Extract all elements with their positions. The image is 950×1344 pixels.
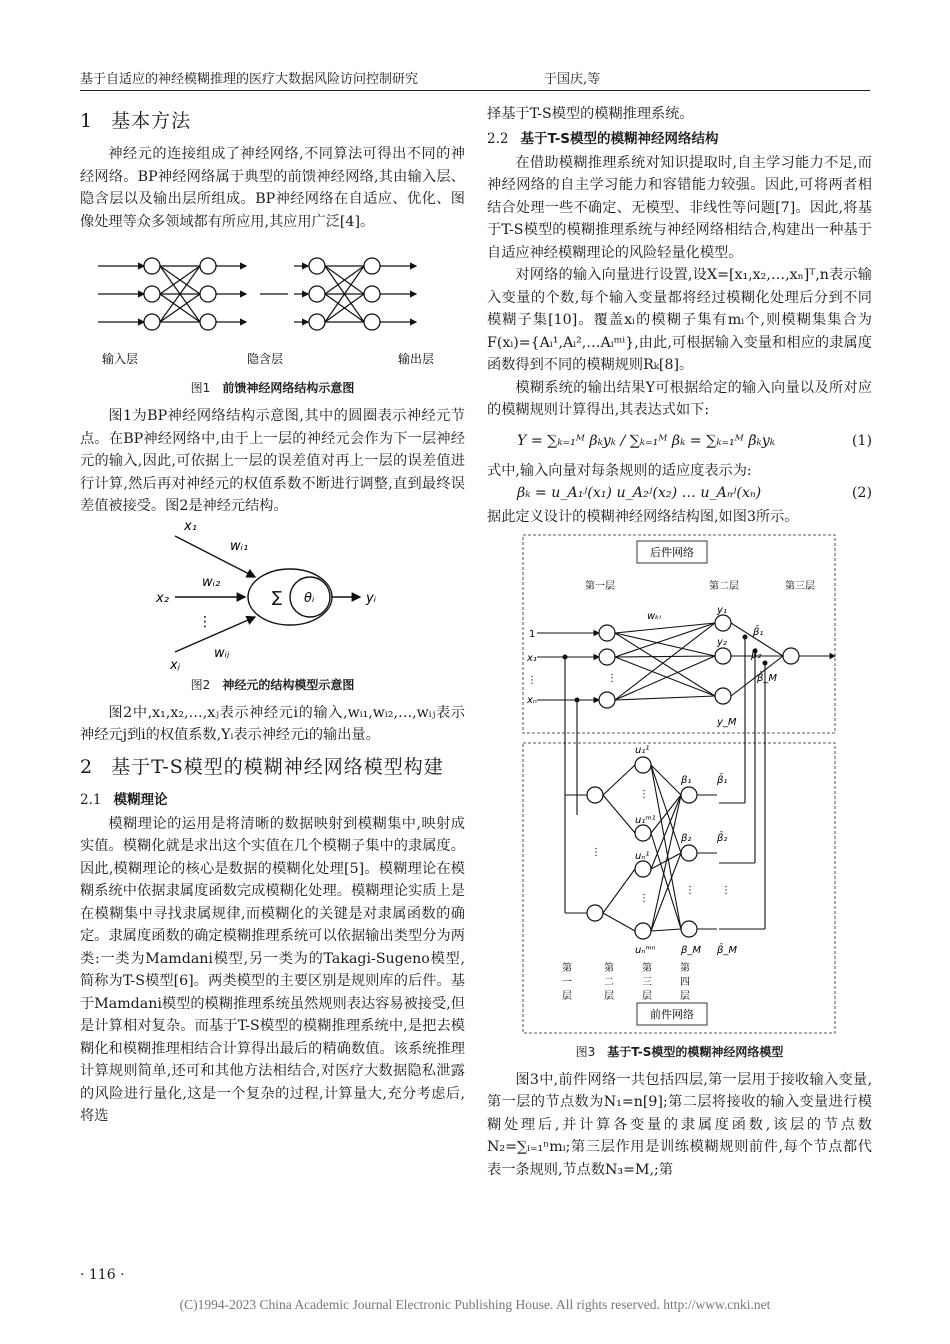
svg-text:⋮: ⋮ xyxy=(591,846,601,858)
svg-text:∑: ∑ xyxy=(272,587,283,606)
svg-text:β̄₁: β̄₁ xyxy=(717,774,728,786)
svg-text:β₁: β₁ xyxy=(681,774,692,786)
svg-text:yᵢ: yᵢ xyxy=(366,590,377,606)
svg-text:β_M: β_M xyxy=(681,944,702,956)
svg-text:1: 1 xyxy=(529,628,536,640)
svg-text:x₂: x₂ xyxy=(156,590,169,606)
figure-2-caption: 图2 神经元的结构模型示意图 xyxy=(190,677,355,692)
page-number: · 116 · xyxy=(80,1267,125,1283)
paragraph-6: 在借助模糊推理系统对知识提取时,自主学习能力不足,而神经网络的自主学习能力和容错能力较强。因此,可将两者相结合处理一些不确定、无模型、非线性等问题[7]。因此,将基于T-S模型的模糊推理系统与神经网络相结合,构建出一种基于自适应神经模糊理论的风险轻量化模型。 xyxy=(487,154,872,261)
svg-text:wᵢ₁: wᵢ₁ xyxy=(230,538,249,554)
paragraph-8: 模糊系统的输出结果Y可根据给定的输入向量以及所对应的模糊规则计算得出,其表达式如下: xyxy=(487,379,872,418)
fig3-vertical-label-v4: 第四层 xyxy=(680,962,690,1002)
paragraph-4: 模糊理论的运用是将清晰的数据映射到模糊集中,映射成实值。模糊化就是求出这个实值在几个模糊子集中的隶属度。因此,模糊理论的核心是数据的模糊化处理[5]。模糊理论在模糊系统中依据隶属度函数完成模糊化处理。模糊理论实质上是在模糊集中寻找隶属规律,而模糊化的关键是对隶属函数的确定。隶属度函数的确定模糊推理系统可以依据输出类型分为两类:一类为Mamdani模型,另一类为的Takagi-Sugeno模型,简称为T-S模型[6]。两类模型的主要区别是规则库的后件。基于Mamdani模型的模糊推理系统虽然规则表达容易被接受,但是计算相对复杂。而基于T-S模型的模糊推理系统中,是把去模糊化和模糊推理相结合计算得出最后的精确数值。该系统推理计算规则简单,还可和其他方法相结合,对医疗大数据隐私泄露的风险进行量化,这是一个复杂的过程,计算量大,充分考虑后,将选 xyxy=(80,815,465,1124)
svg-text:x₁: x₁ xyxy=(184,521,197,534)
fig3-vertical-label-v2: 第二层 xyxy=(604,962,614,1002)
paragraph-7: 对网络的输入向量进行设置,设X=[x₁,x₂,…,xₙ]ᵀ,n表示输入变量的个数,每个输入变量都将经过模糊化处理后分到不同模糊子集[10]。覆盖xᵢ的模糊子集有mᵢ个,则模糊集集合为F(xᵢ)={Aᵢ¹,Aᵢ²,…Aᵢᵐⁱ},由此,可根据输入变量和相应的隶属度函数得到不同的模糊规则Rₖ[8]。 xyxy=(487,267,872,373)
svg-text:⋮: ⋮ xyxy=(639,788,649,800)
svg-text:β̄₁: β̄₁ xyxy=(753,626,764,638)
fig1-label-output: 输出层 xyxy=(398,352,435,366)
svg-text:y₁: y₁ xyxy=(717,604,727,616)
paragraph-9: 式中,输入向量对每条规则的适应度表示为: xyxy=(487,462,752,479)
copyright-footer: (C)1994-2023 China Academic Journal Electronic Publishing House. All rights reserved. http://www.cnki.net xyxy=(179,1297,771,1312)
section-2-2-heading: 2.2 基于T-S模型的模糊神经网络结构 xyxy=(487,130,719,147)
svg-text:x₁: x₁ xyxy=(527,652,537,664)
fig1-label-input: 输入层 xyxy=(102,352,139,366)
left-column xyxy=(80,103,465,1128)
fig1-label-hidden: 隐含层 xyxy=(247,352,284,366)
svg-text:⋮: ⋮ xyxy=(721,884,731,896)
figure-2 xyxy=(80,522,465,672)
svg-text:θᵢ: θᵢ xyxy=(304,590,315,606)
section-1-heading: 1 基本方法 xyxy=(80,110,192,132)
svg-text:⋮: ⋮ xyxy=(607,672,617,684)
paragraph-1: 神经元的连接组成了神经网络,不同算法可得出不同的神经网络。BP神经网络属于典型的前馈神经网络,其由输入层、隐含层以及输出层所组成。BP神经网络在自适应、优化、图像处理等众多领域都有所应用,其应用广泛[4]。 xyxy=(80,146,465,230)
svg-text:xₙ: xₙ xyxy=(527,694,537,706)
paragraph-10: 据此定义设计的模糊神经网络结构图,如图3所示。 xyxy=(487,509,799,525)
fig3-vertical-label-v3: 第三层 xyxy=(642,962,652,1002)
svg-text:⋮: ⋮ xyxy=(198,613,212,630)
svg-text:uₙ¹: uₙ¹ xyxy=(635,850,650,862)
paragraph-2: 图1为BP神经网络结构示意图,其中的圆圈表示神经元节点。在BP神经网络中,由于上一层的神经元会作为下一层神经元的输入,因此,可依据上一层的误差值对再上一层的误差值进行计算,然后再对神经元的权值系数不断进行调整,直到最终误差值被接受。图2是神经元结构。 xyxy=(80,408,465,514)
paragraph-5: 择基于T-S模型的模糊推理系统。 xyxy=(487,106,694,122)
svg-text:y_M: y_M xyxy=(717,716,737,728)
equation-1: Y = ∑ₖ₌₁ᴹ βₖyₖ / ∑ₖ₌₁ᴹ βₖ = ∑ₖ₌₁ᴹ β̄ₖyₖ (1) xyxy=(517,432,872,449)
svg-text:后件网络: 后件网络 xyxy=(650,545,694,559)
figure-1-caption: 图1 前馈神经网络结构示意图 xyxy=(190,381,355,395)
svg-text:β₂: β₂ xyxy=(681,832,692,844)
svg-text:第三层: 第三层 xyxy=(785,580,815,592)
svg-text:⋮: ⋮ xyxy=(685,884,695,896)
svg-text:β̄_M: β̄_M xyxy=(757,672,778,684)
header-authors: 于国庆,等 xyxy=(544,72,601,87)
svg-text:β̄₂: β̄₂ xyxy=(717,832,728,844)
svg-text:⋮: ⋮ xyxy=(527,674,537,686)
right-column xyxy=(487,103,872,1181)
paragraph-11: 图3中,前件网络一共包括四层,第一层用于接收输入变量,第一层的节点数为N₁=n[9];第二层将接收的输入变量进行模糊处理后,并计算各变量的隶属度函数,该层的节点数N₂=∑ᵢ₌₁ⁿmᵢ;第三层作用是训练模糊规则前件,每个节点都代表一条规则,节点数N₃=M,;第 xyxy=(487,1071,872,1178)
figure-1 xyxy=(80,245,465,375)
svg-text:xⱼ: xⱼ xyxy=(170,657,180,672)
svg-text:β̄_M: β̄_M xyxy=(717,944,738,956)
svg-text:前件网络: 前件网络 xyxy=(650,1007,694,1021)
svg-text:u₁ᵐ¹: u₁ᵐ¹ xyxy=(635,814,656,826)
svg-text:wᵢ₂: wᵢ₂ xyxy=(202,574,221,590)
paragraph-3: 图2中,x₁,x₂,…,xⱼ表示神经元i的输入,wᵢ₁,wᵢ₂,…,wᵢⱼ表示神经元j到i的权值系数,Yᵢ表示神经元i的输出量。 xyxy=(80,704,465,743)
svg-text:y₂: y₂ xyxy=(717,636,727,648)
running-header xyxy=(80,66,870,91)
svg-text:wᵢⱼ: wᵢⱼ xyxy=(214,645,230,661)
header-title: 基于自适应的神经模糊推理的医疗大数据风险访问控制研究 xyxy=(80,72,419,87)
figure-3 xyxy=(487,533,872,1043)
svg-text:β̄₂: β̄₂ xyxy=(751,649,762,661)
svg-text:u₁¹: u₁¹ xyxy=(635,744,650,756)
figure-3-caption: 图3 基于T-S模型的模糊神经网络模型 xyxy=(575,1044,784,1059)
equation-2: βₖ = u_A₁ʲ(x₁) u_A₂ʲ(x₂) … u_Aₙʲ(xₙ) (2) xyxy=(517,485,872,501)
section-2-1-heading: 2.1 模糊理论 xyxy=(80,791,168,808)
svg-text:第一层: 第一层 xyxy=(585,580,615,592)
svg-text:uₙᵐⁿ: uₙᵐⁿ xyxy=(635,944,656,956)
fig3-vertical-label-v1: 第一层 xyxy=(562,962,572,1002)
svg-text:wₖᵢ: wₖᵢ xyxy=(647,610,662,622)
svg-text:第二层: 第二层 xyxy=(709,580,739,592)
svg-text:⋮: ⋮ xyxy=(639,892,649,904)
section-2-heading: 2 基于T-S模型的模糊神经网络模型构建 xyxy=(80,755,444,778)
